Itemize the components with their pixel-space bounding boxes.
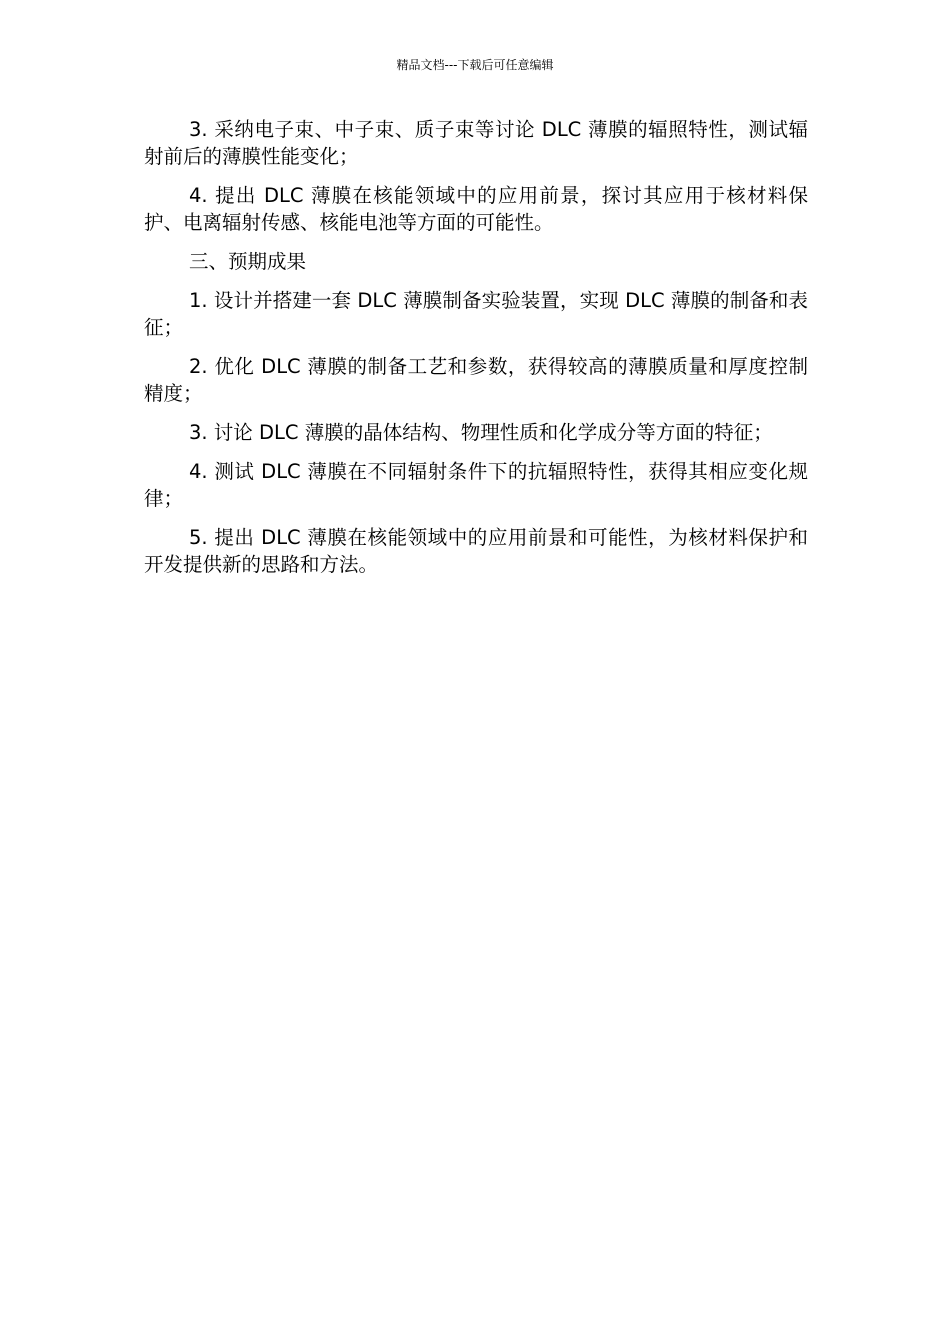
document-body <box>144 116 808 590</box>
paragraph-research-item-3: 3. 采纳电子束、中子束、质子束等讨论 DLC 薄膜的辐照特性，测试辐射前后的薄膜性能变化； <box>144 118 808 168</box>
paragraph-research-item-4: 4. 提出 DLC 薄膜在核能领域中的应用前景，探讨其应用于核材料保护、电离辐射传感、核能电池等方面的可能性。 <box>144 184 808 234</box>
paragraph-result-item-2: 2. 优化 DLC 薄膜的制备工艺和参数，获得较高的薄膜质量和厚度控制精度； <box>144 355 808 405</box>
paragraph-result-item-1: 1. 设计并搭建一套 DLC 薄膜制备实验装置，实现 DLC 薄膜的制备和表征； <box>144 289 808 339</box>
paragraph-result-item-4: 4. 测试 DLC 薄膜在不同辐射条件下的抗辐照特性，获得其相应变化规律； <box>144 460 808 510</box>
paragraph-result-item-5: 5. 提出 DLC 薄膜在核能领域中的应用前景和可能性，为核材料保护和开发提供新的思路和方法。 <box>144 526 808 576</box>
paragraph-result-item-3: 3. 讨论 DLC 薄膜的晶体结构、物理性质和化学成分等方面的特征； <box>189 421 773 444</box>
section-heading-expected-results: 三、预期成果 <box>189 250 307 273</box>
page-header: 精品文档---下载后可任意编辑 <box>396 58 554 72</box>
